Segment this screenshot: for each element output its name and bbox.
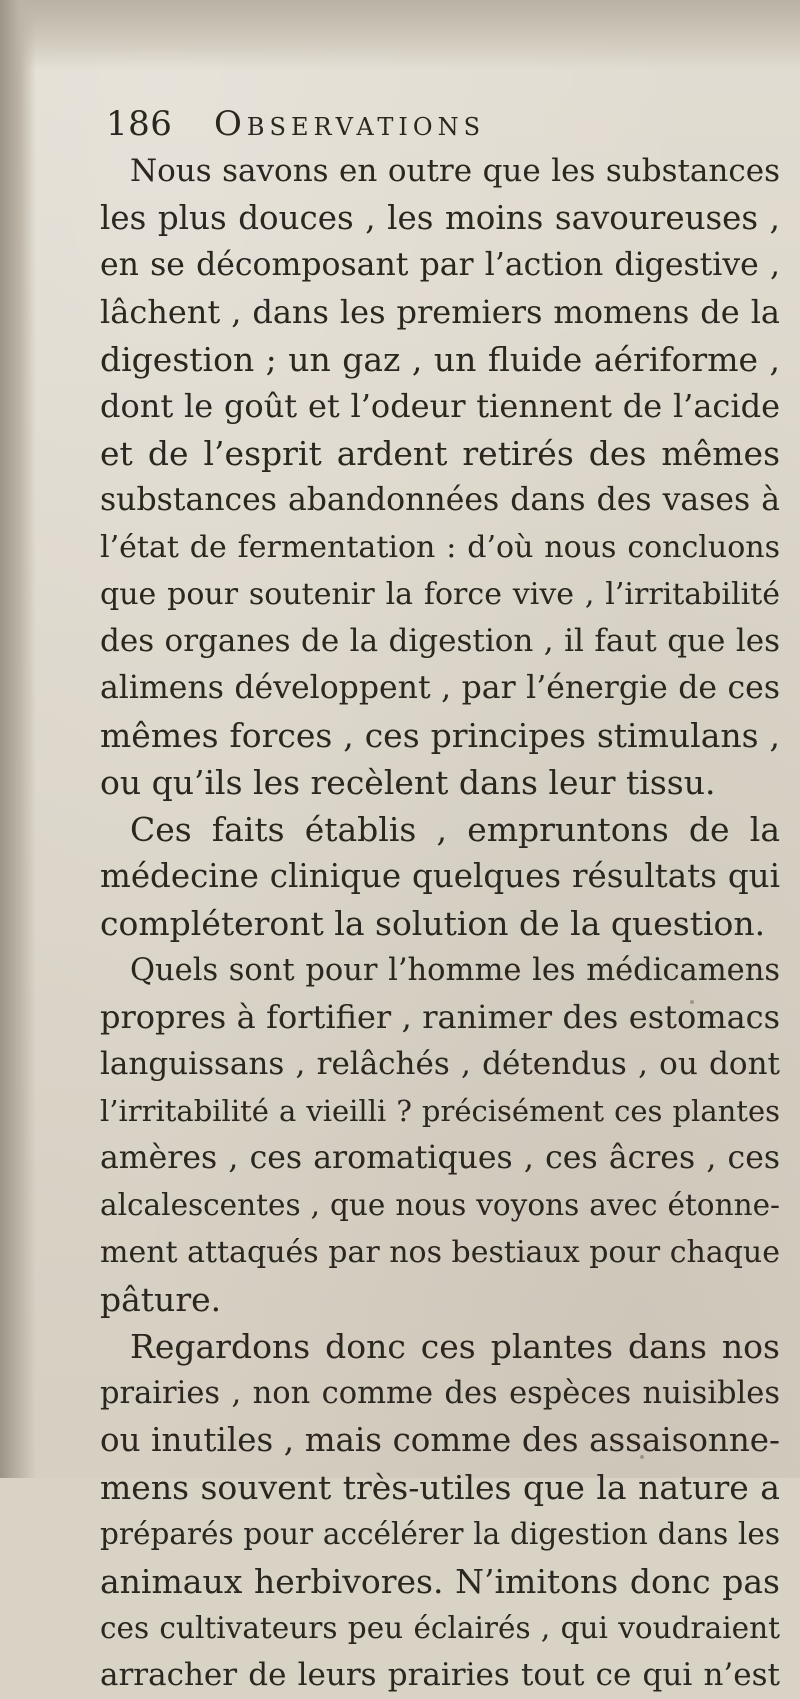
page-top-edge bbox=[0, 0, 800, 70]
text-line: animaux herbivores. N’imitons donc pas bbox=[100, 1562, 780, 1601]
text-line: préparés pour accélérer la digestion dans les bbox=[100, 1517, 780, 1551]
text-line: dont le goût et l’odeur tiennent de l’acide bbox=[100, 387, 780, 425]
running-title: Observations bbox=[214, 104, 486, 144]
text-line: médecine clinique quelques résultats qui bbox=[100, 857, 780, 895]
page-number: 186 bbox=[106, 104, 173, 144]
text-line: Nous savons en outre que les substances bbox=[130, 153, 780, 189]
page-header bbox=[106, 104, 766, 150]
text-line: substances abandonnées dans des vases à bbox=[100, 482, 780, 518]
text-line: digestion ; un gaz , un fluide aériforme , bbox=[100, 340, 780, 379]
text-line: que pour soutenir la force vive , l’irritabilité bbox=[100, 577, 780, 612]
text-line: mêmes forces , ces principes stimulans , bbox=[100, 716, 780, 755]
text-line: ou qu’ils les recèlent dans leur tissu. bbox=[100, 763, 716, 802]
text-line: en se décomposant par l’action digestive , bbox=[100, 247, 780, 283]
text-line: prairies , non comme des espèces nuisibles bbox=[100, 1376, 780, 1411]
text-line: ou inutiles , mais comme des assaisonne- bbox=[100, 1421, 780, 1459]
text-line: lâchent , dans les premiers momens de la bbox=[100, 293, 780, 331]
text-line: l’irritabilité a vieilli ? précisément ces plantes bbox=[100, 1094, 780, 1128]
text-line: l’état de fermentation : d’où nous concluons bbox=[100, 530, 780, 565]
text-line: Ces faits établis , empruntons de la bbox=[130, 810, 780, 849]
text-line: ment attaqués par nos bestiaux pour chaque bbox=[100, 1235, 780, 1270]
text-line: propres à fortifier , ranimer des estomacs bbox=[100, 998, 780, 1036]
text-line: compléteront la solution de la question. bbox=[100, 904, 766, 943]
page-binding-edge bbox=[0, 0, 36, 1478]
text-line: arracher de leurs prairies tout ce qui n’est bbox=[100, 1657, 780, 1693]
text-line: languissans , relâchés , détendus , ou dont bbox=[100, 1046, 780, 1082]
text-line: amères , ces aromatiques , ces âcres , ces bbox=[100, 1140, 780, 1176]
text-line: alcalescentes , que nous voyons avec étonne- bbox=[100, 1188, 780, 1222]
text-line: des organes de la digestion , il faut que les bbox=[100, 623, 780, 659]
text-line: ces cultivateurs peu éclairés , qui voudraient bbox=[100, 1611, 780, 1645]
text-line: Regardons donc ces plantes dans nos bbox=[130, 1327, 780, 1366]
text-line: et de l’esprit ardent retirés des mêmes bbox=[100, 434, 780, 473]
text-line: alimens développent , par l’énergie de ces bbox=[100, 670, 780, 706]
text-line: Quels sont pour l’homme les médicamens bbox=[130, 953, 780, 988]
body-text bbox=[100, 148, 780, 1699]
text-line: mens souvent très-utiles que la nature a bbox=[100, 1468, 780, 1507]
text-line: les plus douces , les moins savoureuses , bbox=[100, 199, 780, 237]
text-line: pâture. bbox=[100, 1280, 222, 1319]
